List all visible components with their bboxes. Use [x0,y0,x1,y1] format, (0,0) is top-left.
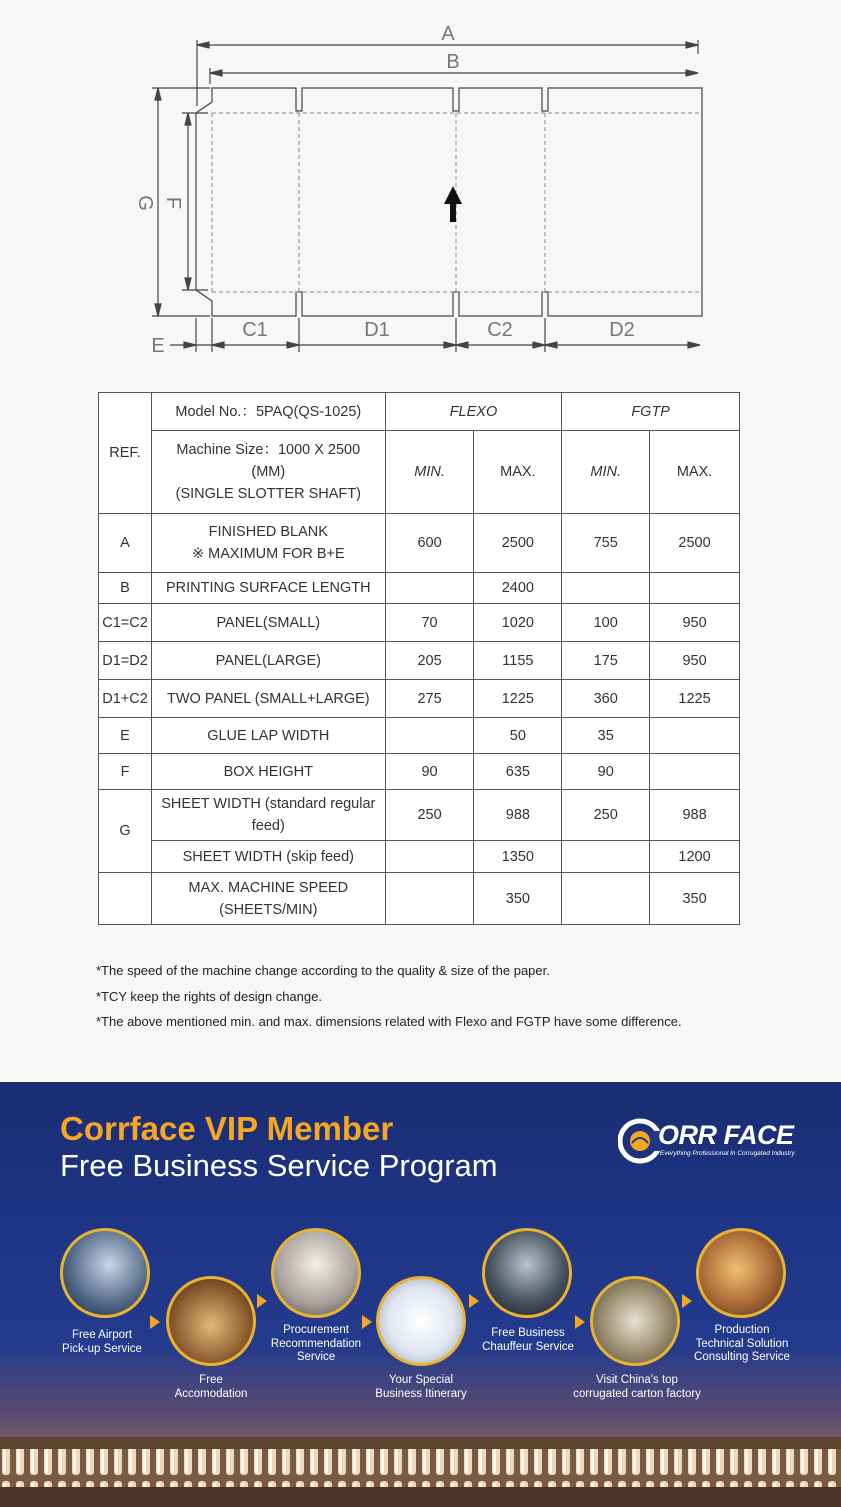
logo-c-icon [618,1118,662,1164]
item-unit: (SHEETS/MIN) [219,901,318,918]
service-line: Service [296,1351,336,1363]
model-number: Model No.：5PAQ(QS-1025) [151,393,385,431]
table-row [99,431,740,514]
table-row [99,393,740,431]
table-row [99,680,740,718]
value-cell: 1020 [474,604,562,642]
table-row [99,841,740,873]
ref-cell: A [99,514,152,573]
service-line: Your Special [388,1374,454,1386]
ref-cell: G [99,790,152,873]
table-row [99,514,740,573]
up-arrow-icon [444,186,462,222]
value-cell: 1200 [650,841,740,873]
item-cell [151,514,385,573]
ref-cell [99,873,152,925]
fgtp-max-header: MAX. [650,431,740,514]
service-line: Procurement [283,1324,349,1336]
value-cell: 275 [385,680,474,718]
service-line: Free Business [491,1327,565,1339]
logo-text: ORR FACE [658,1120,794,1150]
logo-tagline: Everything Professional In Corrugated Industry [660,1150,795,1157]
value-cell: 360 [562,680,650,718]
note: *The speed of the machine change according to the quality & size of the paper. [96,963,550,978]
value-cell: 350 [650,873,740,925]
value-cell: 1225 [650,680,740,718]
item-cell: PRINTING SURFACE LENGTH [151,573,385,604]
procurement-photo [271,1228,361,1318]
item-name: FINISHED BLANK [208,524,328,540]
banner-subtitle: Free Business Service Program [60,1148,498,1183]
item-cell: SHEET WIDTH (skip feed) [151,841,385,873]
item-name-cont: feed) [251,818,285,834]
item-cell: PANEL(LARGE) [151,642,385,680]
value-cell: 1350 [474,841,562,873]
service-label [562,1374,712,1401]
item-cell [151,790,385,841]
flexo-header: FLEXO [385,393,562,431]
service-label [141,1374,281,1401]
service-line: Chauffeur Service [482,1340,574,1353]
value-cell: 2500 [474,514,562,573]
item-note: ※ MAXIMUM FOR B+E [191,546,345,562]
table-row [99,573,740,604]
table-row [99,754,740,790]
service-line: Free Airport [71,1329,133,1341]
value-cell: 250 [562,790,650,841]
arrow-right-icon [150,1315,160,1329]
accommodation-photo [166,1276,256,1366]
banner-title: Corrface VIP Member [60,1110,394,1147]
item-cell: BOX HEIGHT [151,754,385,790]
chauffeur-photo [482,1228,572,1318]
value-cell [385,841,474,873]
fgtp-min-header: MIN. [562,431,650,514]
value-cell: 350 [474,873,562,925]
ref-cell: E [99,718,152,754]
airport-pickup-photo [60,1228,150,1318]
service-label [246,1324,386,1365]
service-line: corrugated carton factory [573,1387,701,1400]
value-cell: 988 [474,790,562,841]
value-cell: 1225 [474,680,562,718]
machine-size-line: Machine Size：1000 X 2500 [176,442,361,458]
arrow-right-icon [682,1294,692,1308]
ref-cell: C1=C2 [99,604,152,642]
value-cell: 950 [650,604,740,642]
value-cell: 175 [562,642,650,680]
dim-label-b: B [446,51,460,73]
flexo-min-header: MIN. [385,431,474,514]
dim-label-a: A [441,23,455,45]
value-cell: 50 [474,718,562,754]
value-cell [385,718,474,754]
item-cell: TWO PANEL (SMALL+LARGE) [151,680,385,718]
machine-size-unit: (MM) [251,464,286,480]
value-cell [385,873,474,925]
service-label [672,1324,812,1365]
value-cell: 90 [562,754,650,790]
dim-label-d2: D2 [609,319,635,341]
ref-cell: B [99,573,152,604]
service-line: Pick-up Service [62,1342,142,1355]
ref-header: REF. [99,393,152,514]
dim-label-e: E [151,335,165,357]
table-row [99,790,740,841]
service-line: Production [714,1324,770,1336]
service-line: Free [199,1374,223,1386]
dim-label-g: G [134,195,156,211]
value-cell: 100 [562,604,650,642]
service-line: Accomodation [174,1387,248,1400]
note: *TCY keep the rights of design change. [96,988,322,1004]
value-cell: 1155 [474,642,562,680]
notes [96,958,816,1035]
value-cell [562,573,650,604]
value-cell: 950 [650,642,740,680]
itinerary-photo [376,1276,466,1366]
corrugated-edge-decoration [0,1437,841,1507]
ref-cell: D1+C2 [99,680,152,718]
value-cell: 600 [385,514,474,573]
service-line: Business Itinerary [375,1387,467,1400]
item-name: MAX. MACHINE SPEED [188,879,349,896]
dim-label-f: F [162,196,184,210]
value-cell: 988 [650,790,740,841]
value-cell [562,841,650,873]
value-cell: 205 [385,642,474,680]
item-cell [151,873,385,925]
service-label [351,1374,491,1401]
value-cell: 2500 [650,514,740,573]
machine-size-note: (SINGLE SLOTTER SHAFT) [175,486,361,502]
value-cell: 250 [385,790,474,841]
value-cell [385,573,474,604]
value-cell: 2400 [474,573,562,604]
machine-size [151,431,385,514]
value-cell: 70 [385,604,474,642]
table-row [99,604,740,642]
consulting-photo [696,1228,786,1318]
value-cell: 90 [385,754,474,790]
value-cell [650,573,740,604]
factory-visit-photo [590,1276,680,1366]
value-cell [562,873,650,925]
table-row [99,642,740,680]
fgtp-header: FGTP [562,393,740,431]
service-line: Recommendation [270,1337,362,1350]
service-line: Technical Solution [695,1337,789,1350]
spec-table [98,392,740,925]
value-cell: 755 [562,514,650,573]
item-name: SHEET WIDTH (standard regular [161,796,376,812]
value-cell: 635 [474,754,562,790]
note: *The above mentioned min. and max. dimensions related with Flexo and FGTP have some difference. [96,1014,682,1029]
item-cell: GLUE LAP WIDTH [151,718,385,754]
service-line: Visit China's top [596,1374,678,1386]
service-line: Consulting Service [694,1351,790,1363]
table-row [99,718,740,754]
flexo-max-header: MAX. [474,431,562,514]
table-row [99,873,740,925]
arrow-right-icon [257,1294,267,1308]
ref-cell: F [99,754,152,790]
service-label [32,1329,172,1356]
item-cell: PANEL(SMALL) [151,604,385,642]
value-cell [650,718,740,754]
arrow-right-icon [469,1294,479,1308]
dim-label-c1: C1 [242,319,268,341]
corrface-logo [618,1116,798,1168]
dim-label-c2: C2 [487,319,513,341]
dim-label-d1: D1 [364,319,390,341]
value-cell: 35 [562,718,650,754]
vip-banner[interactable] [0,1082,841,1507]
box-blank-diagram [130,18,730,363]
value-cell [650,754,740,790]
ref-cell: D1=D2 [99,642,152,680]
service-label [458,1327,598,1354]
